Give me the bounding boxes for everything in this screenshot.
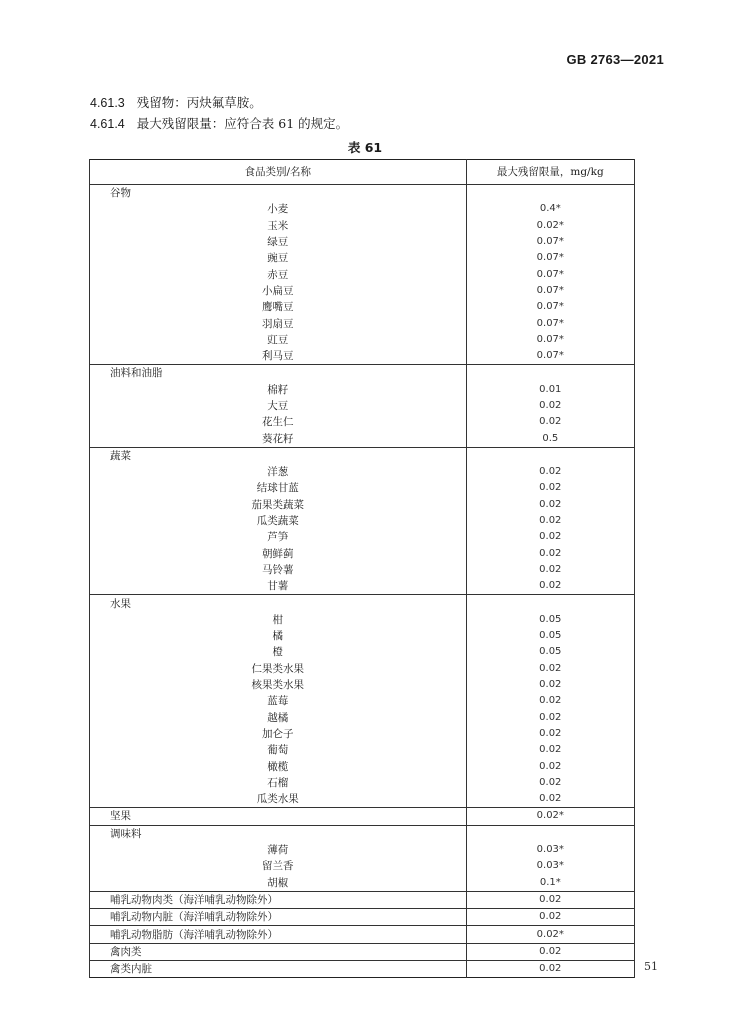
table-row (90, 661, 635, 677)
mrl-cell: 0.02 (466, 742, 634, 758)
food-name-cell: 加仑子 (90, 726, 467, 742)
table-row-category (90, 960, 635, 977)
food-name-cell: 瓜类蔬菜 (90, 513, 467, 529)
food-name-cell: 朝鲜蓟 (90, 546, 467, 562)
table-row (90, 726, 635, 742)
mrl-cell: 0.03* (466, 858, 634, 874)
mrl-cell (466, 825, 634, 842)
mrl-cell: 0.07* (466, 332, 634, 348)
clause-text: 残留物：丙炔氟草胺。 (136, 95, 262, 110)
header-mrl: 最大残留限量，mg/kg (466, 160, 634, 185)
mrl-table (89, 159, 635, 978)
table-row (90, 497, 635, 513)
mrl-cell: 0.02* (466, 808, 634, 825)
mrl-cell: 0.05 (466, 612, 634, 628)
mrl-cell: 0.02 (466, 513, 634, 529)
food-category-cell: 坚果 (90, 808, 467, 825)
table-row-category (90, 595, 635, 612)
food-name-cell: 薄荷 (90, 842, 467, 858)
mrl-cell: 0.02 (466, 891, 634, 908)
food-name-cell: 越橘 (90, 710, 467, 726)
mrl-cell: 0.07* (466, 234, 634, 250)
table-row (90, 513, 635, 529)
mrl-cell: 0.07* (466, 348, 634, 365)
mrl-cell: 0.02 (466, 497, 634, 513)
mrl-cell: 0.02 (466, 661, 634, 677)
food-name-cell: 绿豆 (90, 234, 467, 250)
mrl-cell: 0.05 (466, 644, 634, 660)
table-row (90, 299, 635, 315)
table-row (90, 332, 635, 348)
mrl-cell: 0.02 (466, 546, 634, 562)
table-row-category (90, 808, 635, 825)
mrl-cell: 0.07* (466, 250, 634, 266)
table-row (90, 710, 635, 726)
clause-residue-definition (90, 93, 262, 111)
table-row (90, 628, 635, 644)
food-name-cell: 葵花籽 (90, 430, 467, 447)
table-row (90, 644, 635, 660)
table-row-category (90, 365, 635, 382)
table-row-category (90, 825, 635, 842)
mrl-cell: 0.02 (466, 791, 634, 808)
food-name-cell: 蓝莓 (90, 693, 467, 709)
table-row (90, 874, 635, 891)
food-name-cell: 留兰香 (90, 858, 467, 874)
table-row (90, 858, 635, 874)
food-name-cell: 小麦 (90, 201, 467, 217)
table-row (90, 283, 635, 299)
mrl-cell: 0.1* (466, 874, 634, 891)
table-row (90, 791, 635, 808)
food-name-cell: 玉米 (90, 218, 467, 234)
food-category-cell: 调味料 (90, 825, 467, 842)
mrl-cell: 0.02 (466, 562, 634, 578)
mrl-cell: 0.02 (466, 398, 634, 414)
table-row (90, 234, 635, 250)
page-number: 51 (644, 960, 658, 973)
food-name-cell: 棉籽 (90, 382, 467, 398)
food-category-cell: 油料和油脂 (90, 365, 467, 382)
table-row (90, 218, 635, 234)
mrl-cell: 0.4* (466, 201, 634, 217)
table-row (90, 612, 635, 628)
food-name-cell: 石榴 (90, 775, 467, 791)
clause-number: 4.61.4 (90, 117, 125, 131)
mrl-cell: 0.02 (466, 693, 634, 709)
table-row (90, 677, 635, 693)
food-category-cell: 哺乳动物脂肪（海洋哺乳动物除外） (90, 926, 467, 943)
food-category-cell: 蔬菜 (90, 447, 467, 464)
mrl-cell: 0.02 (466, 464, 634, 480)
table-row (90, 398, 635, 414)
table-row (90, 315, 635, 331)
mrl-cell: 0.02 (466, 758, 634, 774)
food-name-cell: 结球甘蓝 (90, 480, 467, 496)
food-name-cell: 赤豆 (90, 266, 467, 282)
mrl-cell (466, 595, 634, 612)
table-row (90, 201, 635, 217)
food-name-cell: 豇豆 (90, 332, 467, 348)
mrl-cell: 0.5 (466, 430, 634, 447)
food-name-cell: 羽扇豆 (90, 315, 467, 331)
table-row-category (90, 447, 635, 464)
mrl-cell (466, 185, 634, 202)
table-row (90, 430, 635, 447)
table-row (90, 775, 635, 791)
food-name-cell: 橙 (90, 644, 467, 660)
food-name-cell: 大豆 (90, 398, 467, 414)
table-row (90, 464, 635, 480)
table-row (90, 480, 635, 496)
mrl-cell: 0.02 (466, 726, 634, 742)
table-body (90, 185, 635, 978)
table-row-category (90, 943, 635, 960)
table-row-category (90, 909, 635, 926)
table-row (90, 529, 635, 545)
mrl-cell: 0.02* (466, 926, 634, 943)
table-row-category (90, 891, 635, 908)
table-header-row (90, 160, 635, 185)
table-row (90, 348, 635, 365)
mrl-cell: 0.07* (466, 299, 634, 315)
mrl-cell: 0.02* (466, 218, 634, 234)
mrl-cell: 0.07* (466, 266, 634, 282)
food-category-cell: 水果 (90, 595, 467, 612)
clause-number: 4.61.3 (90, 96, 125, 110)
food-name-cell: 甘薯 (90, 578, 467, 595)
food-name-cell: 葡萄 (90, 742, 467, 758)
food-category-cell: 禽类内脏 (90, 960, 467, 977)
mrl-cell: 0.02 (466, 480, 634, 496)
food-name-cell: 柑 (90, 612, 467, 628)
table-row (90, 742, 635, 758)
table-row (90, 266, 635, 282)
food-name-cell: 芦笋 (90, 529, 467, 545)
mrl-cell: 0.05 (466, 628, 634, 644)
table-row (90, 578, 635, 595)
mrl-cell (466, 365, 634, 382)
food-name-cell: 茄果类蔬菜 (90, 497, 467, 513)
mrl-cell: 0.03* (466, 842, 634, 858)
mrl-cell: 0.02 (466, 710, 634, 726)
mrl-cell: 0.02 (466, 960, 634, 977)
table-row (90, 546, 635, 562)
food-name-cell: 小扁豆 (90, 283, 467, 299)
standard-code: GB 2763—2021 (566, 52, 664, 67)
food-name-cell: 花生仁 (90, 414, 467, 430)
mrl-cell: 0.02 (466, 414, 634, 430)
clause-text: 最大残留限量：应符合表 61 的规定。 (136, 116, 349, 131)
clause-max-residue-limit (90, 114, 348, 132)
mrl-cell: 0.02 (466, 529, 634, 545)
table-row-category (90, 926, 635, 943)
table-row (90, 562, 635, 578)
food-category-cell: 哺乳动物内脏（海洋哺乳动物除外） (90, 909, 467, 926)
mrl-cell: 0.02 (466, 775, 634, 791)
food-category-cell: 禽肉类 (90, 943, 467, 960)
food-name-cell: 豌豆 (90, 250, 467, 266)
mrl-cell: 0.07* (466, 283, 634, 299)
table-row (90, 758, 635, 774)
table-row (90, 250, 635, 266)
mrl-cell: 0.02 (466, 943, 634, 960)
food-name-cell: 橄榄 (90, 758, 467, 774)
mrl-cell: 0.02 (466, 677, 634, 693)
food-name-cell: 马铃薯 (90, 562, 467, 578)
food-category-cell: 哺乳动物肉类（海洋哺乳动物除外） (90, 891, 467, 908)
food-name-cell: 鹰嘴豆 (90, 299, 467, 315)
table-row (90, 693, 635, 709)
table-row-category (90, 185, 635, 202)
table-row (90, 414, 635, 430)
table-row (90, 842, 635, 858)
table-title: 表 61 (347, 140, 383, 155)
mrl-cell: 0.07* (466, 315, 634, 331)
mrl-cell: 0.02 (466, 909, 634, 926)
table-row (90, 382, 635, 398)
food-name-cell: 胡椒 (90, 874, 467, 891)
food-name-cell: 仁果类水果 (90, 661, 467, 677)
food-name-cell: 瓜类水果 (90, 791, 467, 808)
food-name-cell: 利马豆 (90, 348, 467, 365)
mrl-cell: 0.02 (466, 578, 634, 595)
food-category-cell: 谷物 (90, 185, 467, 202)
food-name-cell: 洋葱 (90, 464, 467, 480)
mrl-cell: 0.01 (466, 382, 634, 398)
header-food-category: 食品类别/名称 (90, 160, 467, 185)
mrl-cell (466, 447, 634, 464)
food-name-cell: 核果类水果 (90, 677, 467, 693)
food-name-cell: 橘 (90, 628, 467, 644)
